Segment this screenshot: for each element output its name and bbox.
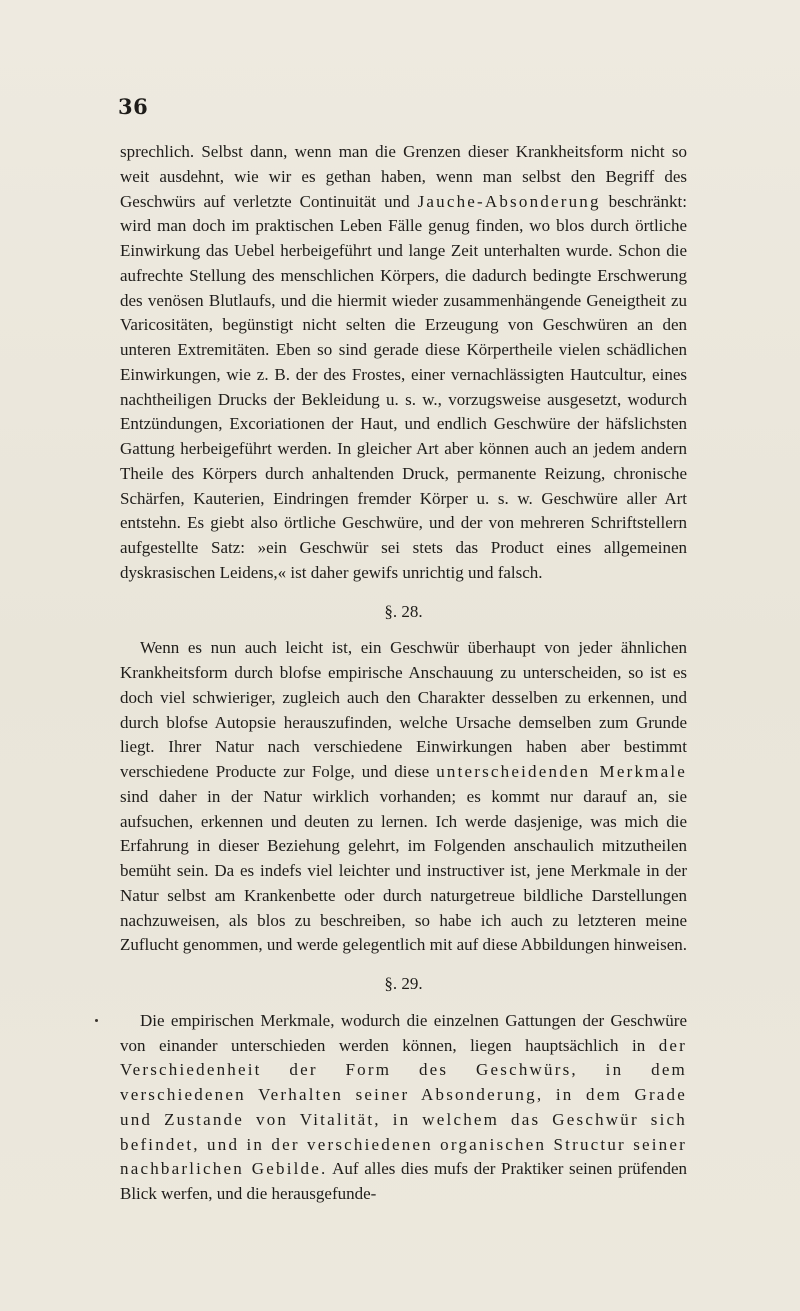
emphasized-term: Jauche-Absonderung bbox=[417, 191, 601, 211]
body-text bbox=[120, 140, 687, 1207]
paragraph-text: beschränkt: wird man doch im praktischen Leben Fälle genug finden, wo blos durch örtliche Einwirkung das Uebel herbeigeführt und lange Zeit unterhalten wurde. Schon die aufrechte Stellung des menschlichen Körpers, die dadurch bedingte Erschwerung des venösen Blutlaufs, und die hiermit wieder zusammenhängende Geneigtheit zu Varicositäten, begünstigt nicht selten die Erzeugung von Geschwüren an den unteren Extremitäten. Eben so sind gerade diese Körpertheile vielen schädlichen Einwirkungen, wie z. B. der des Frostes, einer vernachlässigten Hautcultur, eines nachtheiligen Drucks der Bekleidung u. s. w., vorzugsweise ausgesetzt, wodurch Entzündungen, Excoriationen der Haut, und endlich Geschwüre der häfslichsten Gattung herbeigeführt werden. In gleicher Art aber können auch an jedem andern Theile des Körpers durch anhaltenden Druck, permanente Reizung, chronische Schärfen, Kauterien, Eindringen fremder Körper u. s. w. Geschwüre aller Art entstehn. Es giebt also örtliche Geschwüre, und der von mehreren Schriftstellern aufgestellte Satz: »ein Geschwür sei stets das Product eines allgemeinen dyskrasischen Leidens,« ist daher gewifs unrichtig und falsch. bbox=[120, 191, 688, 582]
paragraph-section-28 bbox=[120, 636, 687, 958]
section-heading-29: §. 29. bbox=[384, 974, 423, 993]
paragraph-text: Auf alles dies mufs der Praktiker seinen prüfenden Blick werfen, und die herausgefunde- bbox=[120, 1159, 687, 1203]
emphasized-term: der Verschiedenheit der Form des Geschwürs, in dem verschiedenen Verhalten seiner Absonderung, in dem Grade und Zustande von Vitalität, in welchem das Geschwür sich befindet, und in der verschiedenen organischen Structur seiner nachbarlichen Gebilde. bbox=[120, 1035, 687, 1179]
paragraph-text: sprechlich. Selbst dann, wenn man die Grenzen dieser Krankheitsform nicht so weit ausdehnt, wie wir es gethan haben, wenn man selbst den Begriff des Geschwürs auf verletzte Continuität und bbox=[120, 142, 687, 211]
emphasized-term: unterscheidenden Merkmale bbox=[436, 762, 687, 781]
paragraph-text: Wenn es nun auch leicht ist, ein Geschwür überhaupt von jeder ähnlichen Krankheitsform durch blofse empirische Anschauung zu unterscheiden, so ist es doch viel schwieriger, zugleich auch den Charakter desselben zu erkennen, und durch blofse Autopsie herauszufinden, welche Ursache demselben zum Grunde liegt. Ihrer Natur nach verschiedene Einwirkungen haben aber bestimmt verschiedene Producte zur Folge, und diese bbox=[120, 638, 687, 781]
paragraph-section-29 bbox=[120, 1009, 687, 1207]
section-heading-28: §. 28. bbox=[384, 601, 423, 621]
page-number: 36 bbox=[118, 94, 149, 119]
paragraph-text: Die empirischen Merkmale, wodurch die einzelnen Gattungen der Geschwüre von einander unterschieden werden können, liegen hauptsächlich in bbox=[120, 1010, 687, 1055]
margin-mark bbox=[95, 1019, 98, 1022]
paragraph-text: sind daher in der Natur wirklich vorhanden; es kommt nur darauf an, sie aufsuchen, erkennen und deuten zu lernen. Ich werde dasjenige, was mich die Erfahrung in dieser Beziehung gelehrt, im Folgenden anschaulich mitzutheilen bemüht sein. Da es indefs viel leichter und instructiver ist, jene Merkmale in der Natur selbst am Krankenbette oder durch naturgetreue bildliche Darstellungen nachzuweisen, als blos zu beschreiben, so habe ich auch zu letzteren meine Zuflucht genommen, und werde gelegentlich mit auf diese Abbildungen hinweisen. bbox=[120, 786, 687, 955]
paragraph-continued bbox=[120, 140, 687, 586]
